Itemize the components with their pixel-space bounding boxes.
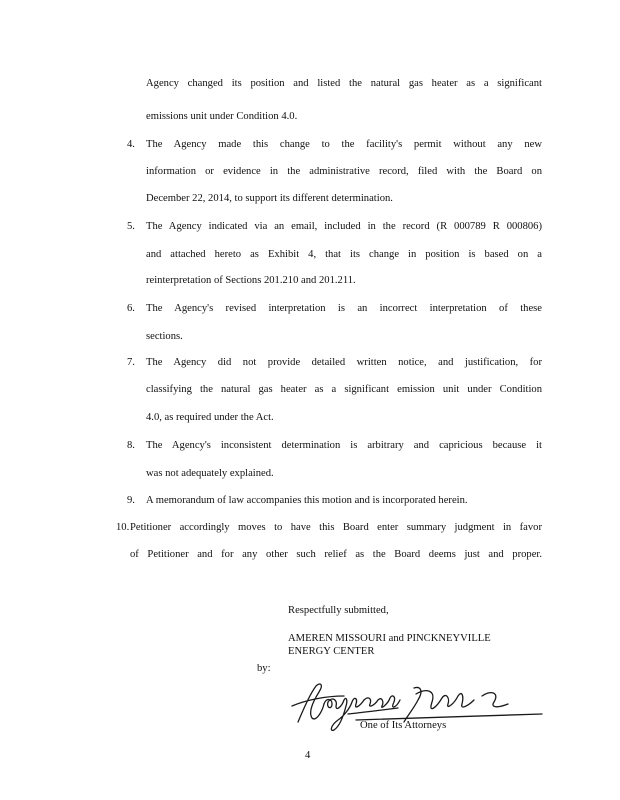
paragraph-line: was not adequately explained. — [146, 468, 274, 479]
paragraph-line: of Petitioner and for any other such relief as the Board deems just and proper. — [130, 549, 542, 560]
paragraph-line: A memorandum of law accompanies this motion and is incorporated herein. — [146, 495, 468, 506]
paragraph-number: 4. — [127, 139, 135, 150]
paragraph-line: The Agency's revised interpretation is an incorrect interpretation of these — [146, 303, 542, 314]
paragraph-line: sections. — [146, 331, 183, 342]
paragraph-line: The Agency indicated via an email, included in the record (R 000789 R 000806) — [146, 221, 542, 232]
paragraph-number: 6. — [127, 303, 135, 314]
paragraph-line: and attached hereto as Exhibit 4, that its change in position is based on a — [146, 249, 542, 260]
intro-line-1: Agency changed its position and listed the natural gas heater as a significant — [146, 78, 542, 89]
paragraph-line: reinterpretation of Sections 201.210 and 201.211. — [146, 275, 356, 286]
paragraph-line: The Agency did not provide detailed written notice, and justification, for — [146, 357, 542, 368]
paragraph-line: December 22, 2014, to support its different determination. — [146, 193, 393, 204]
paragraph-number: 10. — [116, 522, 130, 533]
paragraph-line: 4.0, as required under the Act. — [146, 412, 274, 423]
paragraph-number: 7. — [127, 357, 135, 368]
paragraph-number: 5. — [127, 221, 135, 232]
intro-line-2: emissions unit under Condition 4.0. — [146, 111, 298, 122]
respectfully-submitted: Respectfully submitted, — [288, 605, 389, 616]
paragraph-number: 9. — [127, 495, 135, 506]
party-name-line-2: ENERGY CENTER — [288, 646, 375, 657]
paragraph-line: Petitioner accordingly moves to have this Board enter summary judgment in favor — [130, 522, 542, 533]
paragraph-line: The Agency made this change to the facility's permit without any new — [146, 139, 542, 150]
paragraph-number: 8. — [127, 440, 135, 451]
paragraph-line: information or evidence in the administrative record, filed with the Board on — [146, 166, 542, 177]
page-number: 4 — [305, 750, 311, 761]
by-label: by: — [257, 663, 271, 674]
paragraph-line: The Agency's inconsistent determination is arbitrary and capricious because it — [146, 440, 542, 451]
paragraph-line: classifying the natural gas heater as a significant emission unit under Condition — [146, 384, 542, 395]
party-name-line-1: AMEREN MISSOURI and PINCKNEYVILLE — [288, 633, 491, 644]
signature-caption: One of Its Attorneys — [360, 720, 447, 731]
